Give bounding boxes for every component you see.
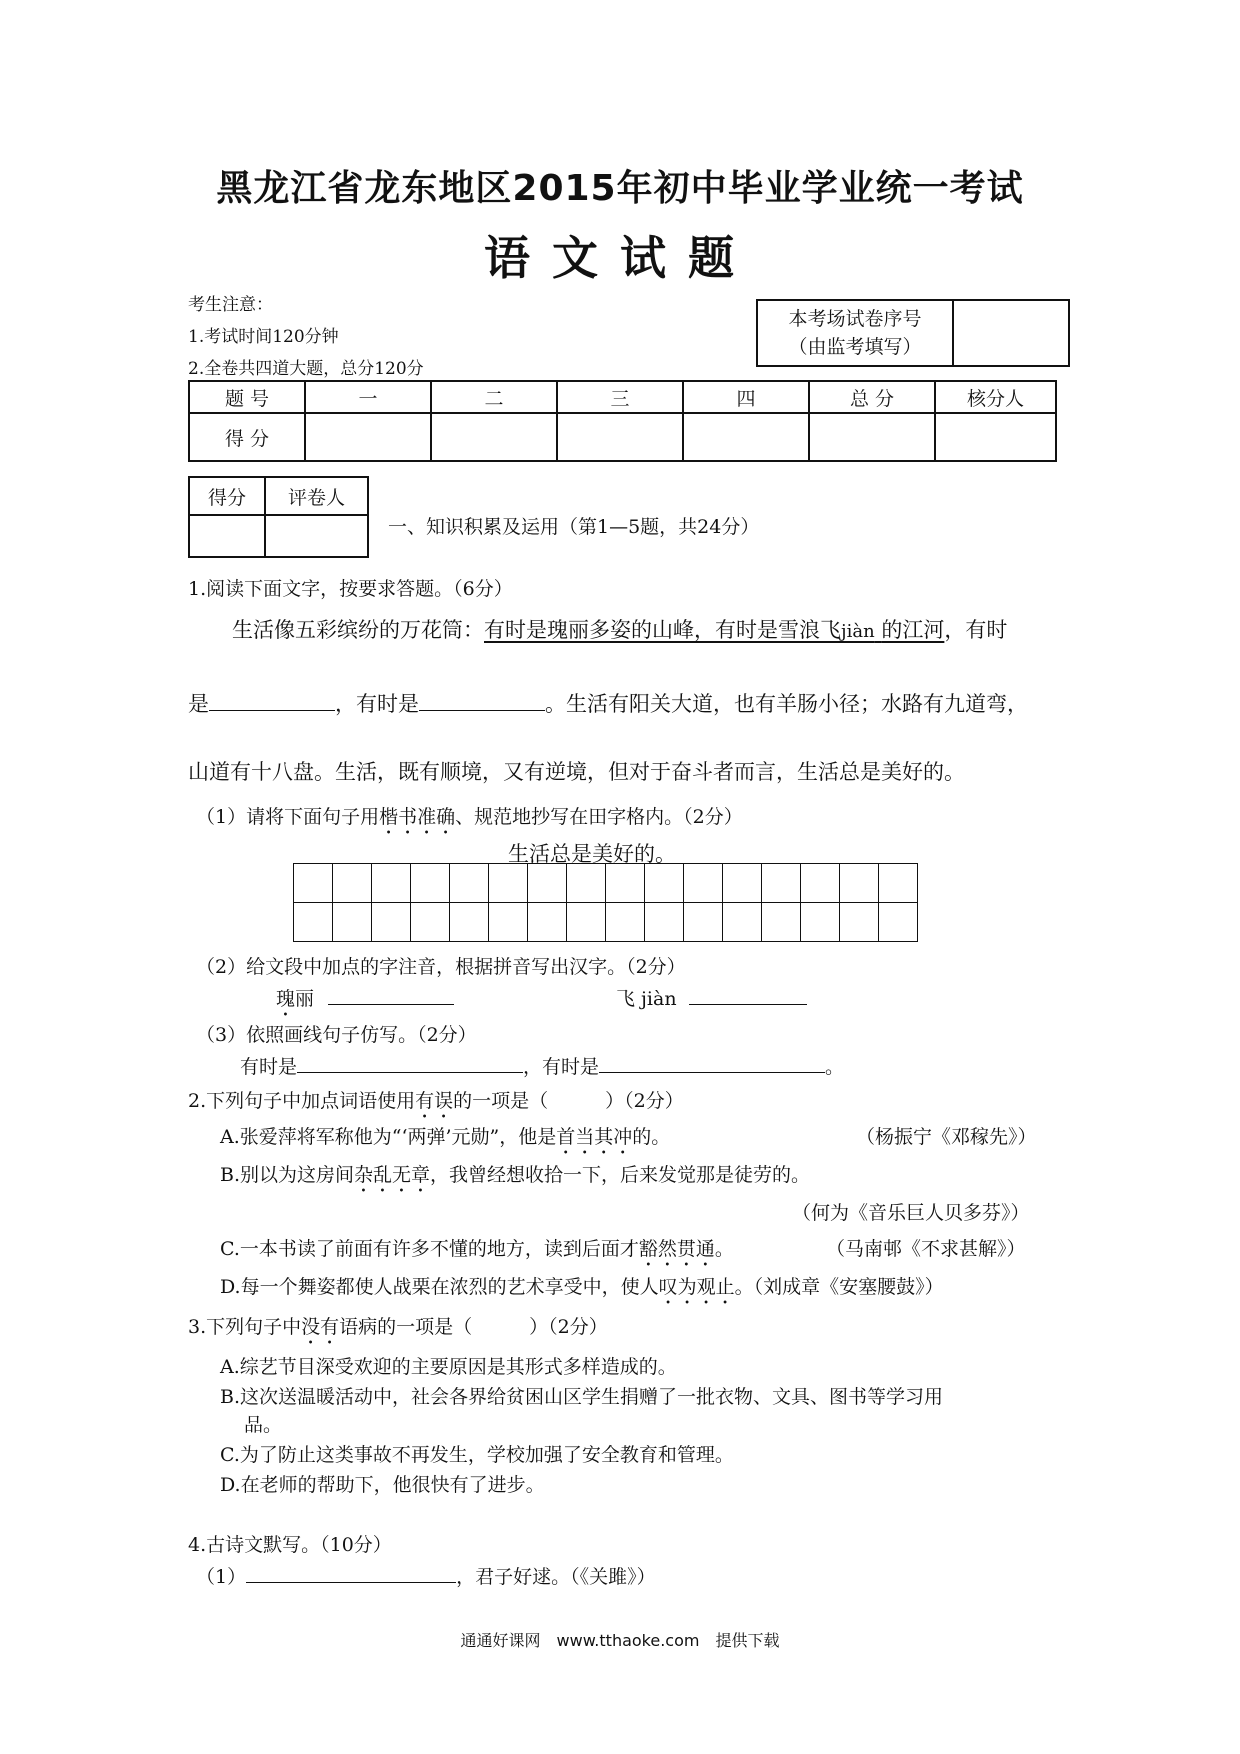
tianzige-cell[interactable] (449, 863, 489, 903)
q1-passage-text: ，有时 (944, 618, 1008, 642)
score-cell[interactable] (935, 413, 1056, 461)
grader-score-cell[interactable] (189, 515, 265, 557)
q1-sub2-word1-rest: 丽 (295, 988, 315, 1010)
grader-name-cell[interactable] (265, 515, 368, 557)
score-cell[interactable] (809, 413, 935, 461)
q2-option-c (220, 1234, 734, 1271)
grader-name-label: 评卷人 (265, 477, 368, 515)
exam-title: 黑龙江省龙东地区2015年初中毕业学业统一考试 (216, 168, 1024, 209)
q3-stem-dotted: 没有 (301, 1316, 340, 1338)
q1-passage-text: 是 (188, 692, 209, 716)
q2-option-text: C.一本书读了前面有许多不懂的地方，读到后面才 (220, 1238, 639, 1260)
score-table-header-cell: 总 分 (809, 381, 935, 413)
score-cell[interactable] (305, 413, 431, 461)
tianzige-cell[interactable] (566, 902, 606, 942)
score-table (188, 380, 1057, 462)
q1-sub3-text: ，有时是 (523, 1056, 600, 1078)
q1-blank-2[interactable] (419, 710, 545, 711)
tianzige-cell[interactable] (644, 902, 684, 942)
seat-number-box (756, 299, 1070, 367)
tianzige-cell[interactable] (371, 863, 411, 903)
tianzige-cell[interactable] (878, 902, 918, 942)
q1-blank-1[interactable] (209, 710, 335, 711)
q2-option-text: D.每一个舞姿都使人战栗在浓烈的艺术享受中，使人 (220, 1276, 659, 1298)
q2-option-b-source: （何为《音乐巨人贝多芬》） (792, 1202, 1030, 1224)
q1-passage-text: 。生活有阳关大道，也有羊肠小径；水路有九道弯， (545, 692, 1028, 716)
q1-sub3-text: 有时是 (240, 1056, 298, 1078)
tianzige-cell[interactable] (410, 902, 450, 942)
q2-option-text: A.张爱萍将军称他为“‘两弹’元勋”，他是 (220, 1126, 557, 1148)
score-table-header-cell: 二 (431, 381, 557, 413)
q2-option-text: 。（刘成章《安塞腰鼓》） (734, 1276, 944, 1298)
tianzige-cell[interactable] (371, 902, 411, 942)
q3-option-b: B.这次送温暖活动中，社会各界给贫困山区学生捐赠了一批衣物、文具、图书等学习用 (220, 1386, 944, 1408)
q1-sub1 (196, 802, 743, 839)
grader-score-label: 得分 (189, 477, 265, 515)
q1-sub3-answer (240, 1052, 844, 1079)
score-cell[interactable] (557, 413, 683, 461)
score-table-header-cell: 一 (305, 381, 431, 413)
tianzige-cell[interactable] (527, 902, 567, 942)
q2-option-dotted: 杂乱无章 (354, 1164, 431, 1186)
q1-sub3: （3）依照画线句子仿写。（2分） (196, 1024, 477, 1046)
tianzige-cell[interactable] (605, 863, 645, 903)
q1-passage-text: ，有时是 (335, 692, 419, 716)
tianzige-cell[interactable] (332, 902, 372, 942)
q1-sub1-text: （1）请将下面句子用 (196, 806, 380, 828)
q1-sub1-text: 、规范地抄写在田字格内。（2分） (455, 806, 743, 828)
tianzige-cell[interactable] (332, 863, 372, 903)
tianzige-cell[interactable] (449, 902, 489, 942)
q1-sub2-blank-1[interactable] (328, 1004, 454, 1005)
q2-option-a-source: （杨振宁《邓稼先》） (856, 1126, 1037, 1148)
tianzige-cell[interactable] (605, 902, 645, 942)
section1-heading: 一、知识积累及运用（第1—5题，共24分） (388, 516, 760, 538)
tianzige-cell[interactable] (410, 863, 450, 903)
q4-sub1-blank[interactable] (246, 1582, 456, 1583)
tianzige-cell[interactable] (878, 863, 918, 903)
score-table-row-label: 得 分 (189, 413, 305, 461)
q1-stem: 1.阅读下面文字，按要求答题。（6分） (188, 578, 513, 600)
tianzige-cell[interactable] (800, 863, 840, 903)
q4-sub1 (196, 1562, 656, 1589)
tianzige-cell[interactable] (488, 863, 528, 903)
q2-option-b (220, 1160, 810, 1197)
tianzige-row (294, 864, 918, 903)
q3-option-d: D.在老师的帮助下，他很快有了进步。 (220, 1474, 545, 1496)
q4-stem: 4.古诗文默写。（10分） (188, 1534, 392, 1556)
q2-option-text: 的。 (632, 1126, 671, 1148)
q3-stem-text: 3.下列句子中 (188, 1316, 302, 1338)
q3-option-a: A.综艺节目深受欢迎的主要原因是其形式多样造成的。 (220, 1356, 677, 1378)
footer: 通通好课网 www.tthaoke.com 提供下载 (460, 1631, 780, 1650)
q1-sub3-text: 。 (825, 1056, 845, 1078)
tianzige-cell[interactable] (293, 902, 333, 942)
score-table-header-cell: 四 (683, 381, 809, 413)
q2-option-a (220, 1122, 670, 1159)
tianzige-cell[interactable] (722, 863, 762, 903)
seat-number-label-line2: （由监考填写） (788, 336, 922, 358)
score-table-header-cell: 题 号 (189, 381, 305, 413)
score-table-header-cell: 核分人 (935, 381, 1056, 413)
tianzige-cell[interactable] (761, 863, 801, 903)
q2-option-text: ，我曾经想收拾一下，后来发觉那是徒劳的。 (430, 1164, 811, 1186)
tianzige-cell[interactable] (683, 863, 723, 903)
q2-stem (188, 1086, 684, 1123)
tianzige-cell[interactable] (488, 902, 528, 942)
score-cell[interactable] (431, 413, 557, 461)
q4-sub1-label: （1） (196, 1566, 247, 1588)
q2-option-dotted: 首当其冲 (556, 1126, 633, 1148)
score-cell[interactable] (683, 413, 809, 461)
q3-stem (188, 1312, 608, 1349)
q1-sub2: （2）给文段中加点的字注音，根据拼音写出汉字。（2分） (196, 956, 686, 978)
q1-passage-line2 (188, 688, 1028, 718)
q1-sub2-word2-text: 飞 jiàn (616, 988, 677, 1010)
tianzige-cell[interactable] (722, 902, 762, 942)
q2-stem-dotted: 有误 (415, 1090, 454, 1112)
tianzige-row (294, 903, 918, 942)
q4-sub1-text: ，君子好逑。（《关雎》） (456, 1566, 656, 1588)
q1-passage-line1 (232, 614, 1007, 644)
q3-option-b-cont: 品。 (244, 1414, 283, 1436)
subject-title: 语文试题 (484, 231, 756, 285)
tianzige-cell[interactable] (293, 863, 333, 903)
notice-item-time: 1.考试时间120分钟 (188, 327, 339, 347)
q1-underlined-text: 有时是瑰丽多姿的山峰，有时是雪浪飞 (484, 618, 841, 642)
q1-sub2-word2 (616, 984, 807, 1011)
tianzige-grid[interactable] (294, 864, 918, 942)
tianzige-cell[interactable] (527, 863, 567, 903)
q2-stem-text: 的一项是（ ）（2分） (453, 1090, 684, 1112)
q1-sub3-blank-2[interactable] (599, 1072, 825, 1073)
q2-option-dotted: 叹为观止 (658, 1276, 735, 1298)
q1-sub2-dotted-char: 瑰 (276, 988, 296, 1010)
q1-underlined-sentence (484, 618, 944, 642)
notice-heading: 考生注意： (188, 295, 273, 315)
tianzige-cell[interactable] (644, 863, 684, 903)
q2-option-dotted: 豁然贯通 (638, 1238, 715, 1260)
score-table-header-cell: 三 (557, 381, 683, 413)
q2-option-d (220, 1272, 944, 1309)
tianzige-cell[interactable] (839, 863, 879, 903)
q1-passage-line3: 山道有十八盘。生活，既有顺境，又有逆境，但对于奋斗者而言，生活总是美好的。 (188, 760, 965, 784)
q2-option-text: B.别以为这房间 (220, 1164, 355, 1186)
tianzige-cell[interactable] (800, 902, 840, 942)
seat-number-cell[interactable] (953, 300, 1069, 366)
q1-copy-sentence: 生活总是美好的。 (508, 842, 676, 866)
q1-pinyin: jiàn (841, 621, 875, 642)
notice-item-score: 2.全卷共四道大题，总分120分 (188, 359, 424, 379)
q1-passage-text: 生活像五彩缤纷的万花筒： (232, 618, 484, 642)
q1-sub1-dotted: 楷书准确 (379, 806, 456, 828)
q2-option-text: 。 (714, 1238, 734, 1260)
seat-number-label-line1: 本考场试卷序号 (788, 308, 922, 330)
tianzige-cell[interactable] (761, 902, 801, 942)
q2-option-c-source: （马南邨《不求甚解》） (826, 1238, 1026, 1260)
q1-underlined-text-end: 的江河 (881, 618, 945, 642)
q1-sub2-word1 (276, 984, 454, 1021)
tianzige-cell[interactable] (839, 902, 879, 942)
q1-sub2-blank-2[interactable] (689, 1004, 807, 1005)
seat-number-label (757, 300, 953, 366)
q1-sub3-blank-1[interactable] (297, 1072, 523, 1073)
q3-stem-text: 语病的一项是（ ）（2分） (339, 1316, 608, 1338)
tianzige-cell[interactable] (566, 863, 606, 903)
grader-box (188, 476, 369, 558)
q3-option-c: C.为了防止这类事故不再发生，学校加强了安全教育和管理。 (220, 1444, 734, 1466)
q2-stem-text: 2.下列句子中加点词语使用 (188, 1090, 416, 1112)
tianzige-cell[interactable] (683, 902, 723, 942)
